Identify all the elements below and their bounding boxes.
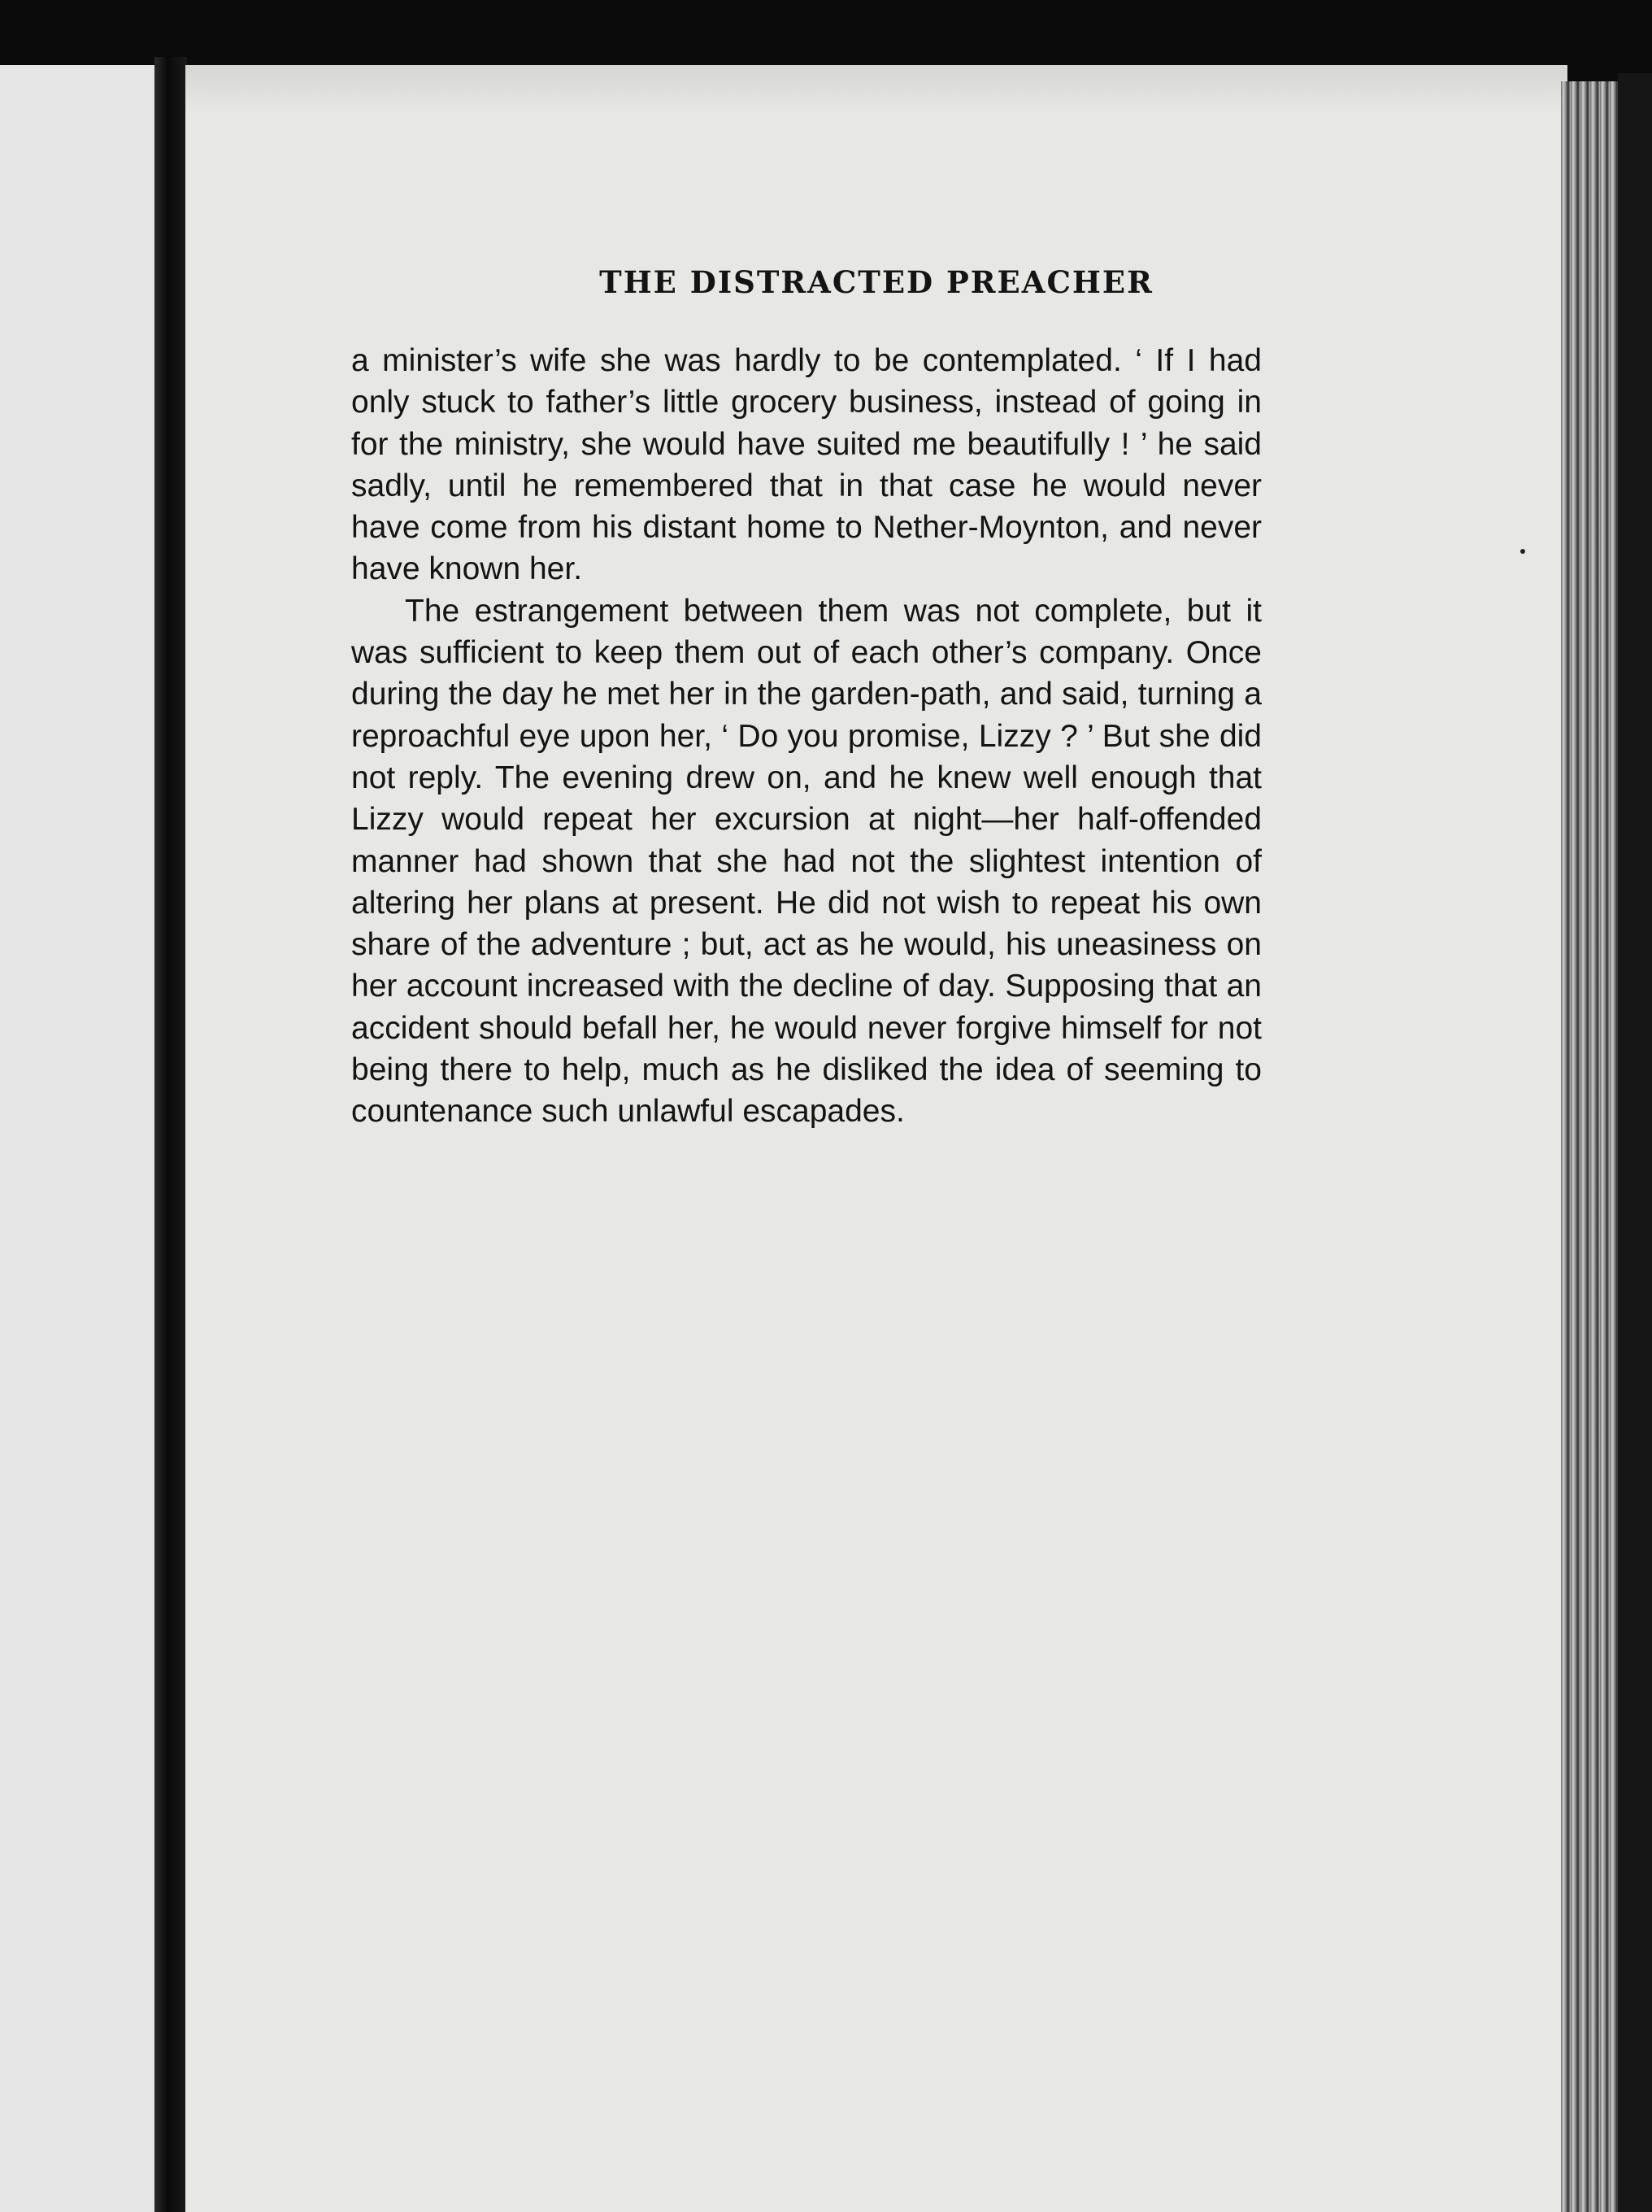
book-gutter [154,57,187,2212]
body-text [351,340,1262,1133]
scan-speck [1520,549,1525,554]
page-top-shadow [185,65,1567,114]
background-edge [1618,73,1652,2212]
facing-page-edge [0,65,154,2212]
paragraph-2: The estrangement between them was not complete, but it was sufficient to keep them out of each other’s company. Once during the day he met her in the garden-path, and said, turning a reproachful eye upon her, ‘ Do you promise, Lizzy ? ’ But she did not reply. The evening drew on, and he knew well enough that Lizzy would repeat her excursion at night—her half-offended manner had shown that she had not the slightest intention of altering her plans at present. He did not wish to repeat his own share of the adventure ; but, act as he would, his uneasiness on her account increased with the decline of day. Supposing that an accident should befall her, he would never forgive himself for not being there to help, much as he disliked the idea of seeming to countenance such unlawful escapades. [351,593,1262,1130]
paragraph-1: a minister’s wife she was hardly to be contemplated. ‘ If I had only stuck to father’s little grocery business, instead of going in for the ministry, she would have suited me beautifully ! ’ he said sadly, until he remembered that in that case he would never have come from his distant home to Nether-Moynton, and never have known her. [351,343,1262,587]
running-head: THE DISTRACTED PREACHER [599,264,1154,300]
